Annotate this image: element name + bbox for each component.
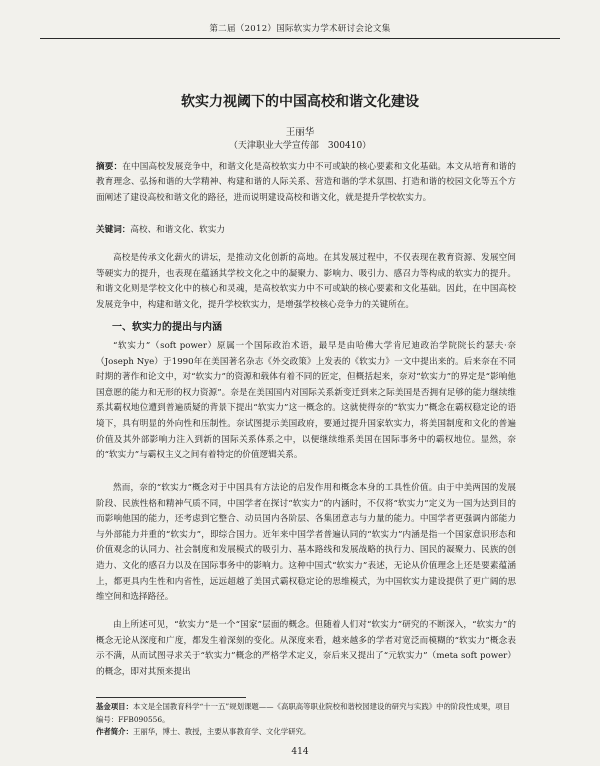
page-number: 414 [291,747,309,757]
intro-paragraph: 高校是传承文化薪火的讲坛，是推动文化创新的高地。在其发展过程中，不仅表现在教育资源、发展空间等硬实力的提升，也表现在蕴涵其学校文化之中的凝聚力、影响力、吸引力、感召力等构成的软实力的提升。和谐文化则是学校文化中的核心和灵魂，是高校软实力中不可或缺的核心要素和文化基础。因此，在中国高校发展竞争中，构建和谐文化，提升学校软实力，是增强学校核心竞争力的关键所在。 [96,253,516,310]
abstract-label: 摘要： [96,162,123,172]
running-header: 第二届（2012）国际软实力学术研讨会论文集 [209,24,391,34]
author-affiliation: （天津职业大学宣传部 300410） [228,141,372,151]
footnote-rule [96,697,246,698]
paper-title: 软实力视阈下的中国高校和谐文化建设 [181,94,419,110]
header-rule [40,38,560,39]
abstract-text: 在中国高校发展竞争中，和谐文化是高校软实力中不可或缺的核心要素和文化基础。本文从培育和谐的教育理念、弘扬和谐的大学精神、构建和谐的人际关系、营造和谐的学术氛围、打造和谐的校园文化等五个方面阐述了建设高校和谐文化的路径，进而说明建设高校和谐文化，就是提升学校软实力。 [96,162,516,203]
keywords [96,223,516,237]
author-bio-text: 王丽华，博士、教授，主要从事教育学、文化学研究。 [132,727,311,736]
body-paragraph-2: 然而，奈的“软实力”概念对于中国具有方法论的启发作用和概念本身的工具性价值。由于中美两国的发展阶段、民族性格和精神气质不同，中国学者在探讨“软实力”的内涵时，不仅将“软实力”定义为一国为达到目的而影响他国的能力，还考虑到它整合、动员国内各阶层、各集团意志与力量的能力。中国学者更强调内部能力与外部能力并重的“软实力”，即综合国力。近年来中国学者普遍认同的“软实力”内涵是指一个国家意识形态和价值观念的认同力、社会制度和发展模式的吸引力、基本路线和发展战略的执行力、国民的凝聚力、民族的创造力、文化的感召力以及在国际事务中的影响力。这种中国式“软实力”表述，无论从价值理念上还是要素蕴涵上，都更具内生性和内省性，远远超越了美国式霸权稳定论的思维模式，为中国软实力建设提供了更广阔的思维空间和选择路径。 [96,483,516,603]
author-name: 王丽华 [285,127,315,138]
keywords-text: 高校、和谐文化、软实力 [130,225,225,235]
body-paragraph-3: 由上所述可见，“软实力”是一个“国家”层面的概念。但随着人们对“软实力”研究的不断深入，“软实力”的概念无论从深度和广度，都发生着深刻的变化。从深度来看，越来越多的学者对宽泛而模糊的“软实力”概念表示不满，从而试图寻求关于“软实力”概念的严格学术定义，奈后来又提出了“元软实力”（meta soft power）的概念，即对其预来提出 [96,620,516,677]
abstract [96,160,516,206]
fund-label: 基金项目： [96,702,133,711]
section-heading-1: 一、软实力的提出与内涵 [112,322,222,333]
body-paragraph-1: “软实力”（soft power）原属一个国际政治术语，最早是由哈佛大学肯尼迪政治学院院长约瑟夫·奈（Joseph Nye）于1990年在美国著名杂志《外交政策》上发表的《软实力》一文中提出来的。后来奈在不同时期的著作和论文中，对“软实力”的资源和载体有着不同的匠定，但概括起来，奈对“软实力”的界定是“影响他国意愿的能力和无形的权力资源”。奈是在美国国内对国际关系新变迁到来之际美国是否拥有足够的能力继续维系其霸权地位遭到普遍质疑的背景下提出“软实力”这一概念的。这就使得奈的“软实力”概念在霸权稳定论的语境下，具有明显的外向性和压制性。奈试图提示美国政府，要通过提升国家软实力，将美国制度和文化的普遍价值及其外部影响力注入到新的国际关系体系之中，以便继续维系美国在国际事务中的霸权地位。显然，奈的“软实力”与霸权主义之间有着特定的价值逻辑关系。 [96,341,516,461]
keywords-label: 关键词： [96,225,131,235]
footnotes [96,701,516,739]
fund-text: 本文是全国教育科学“十一五”规划课题——《高职高等职业院校和谐校园建设的研究与实践》中的阶段性成果，项目编号：FFB090556。 [96,702,511,724]
author-bio-label: 作者简介： [96,727,133,736]
author-footnote [96,726,516,739]
fund-footnote [96,701,516,726]
